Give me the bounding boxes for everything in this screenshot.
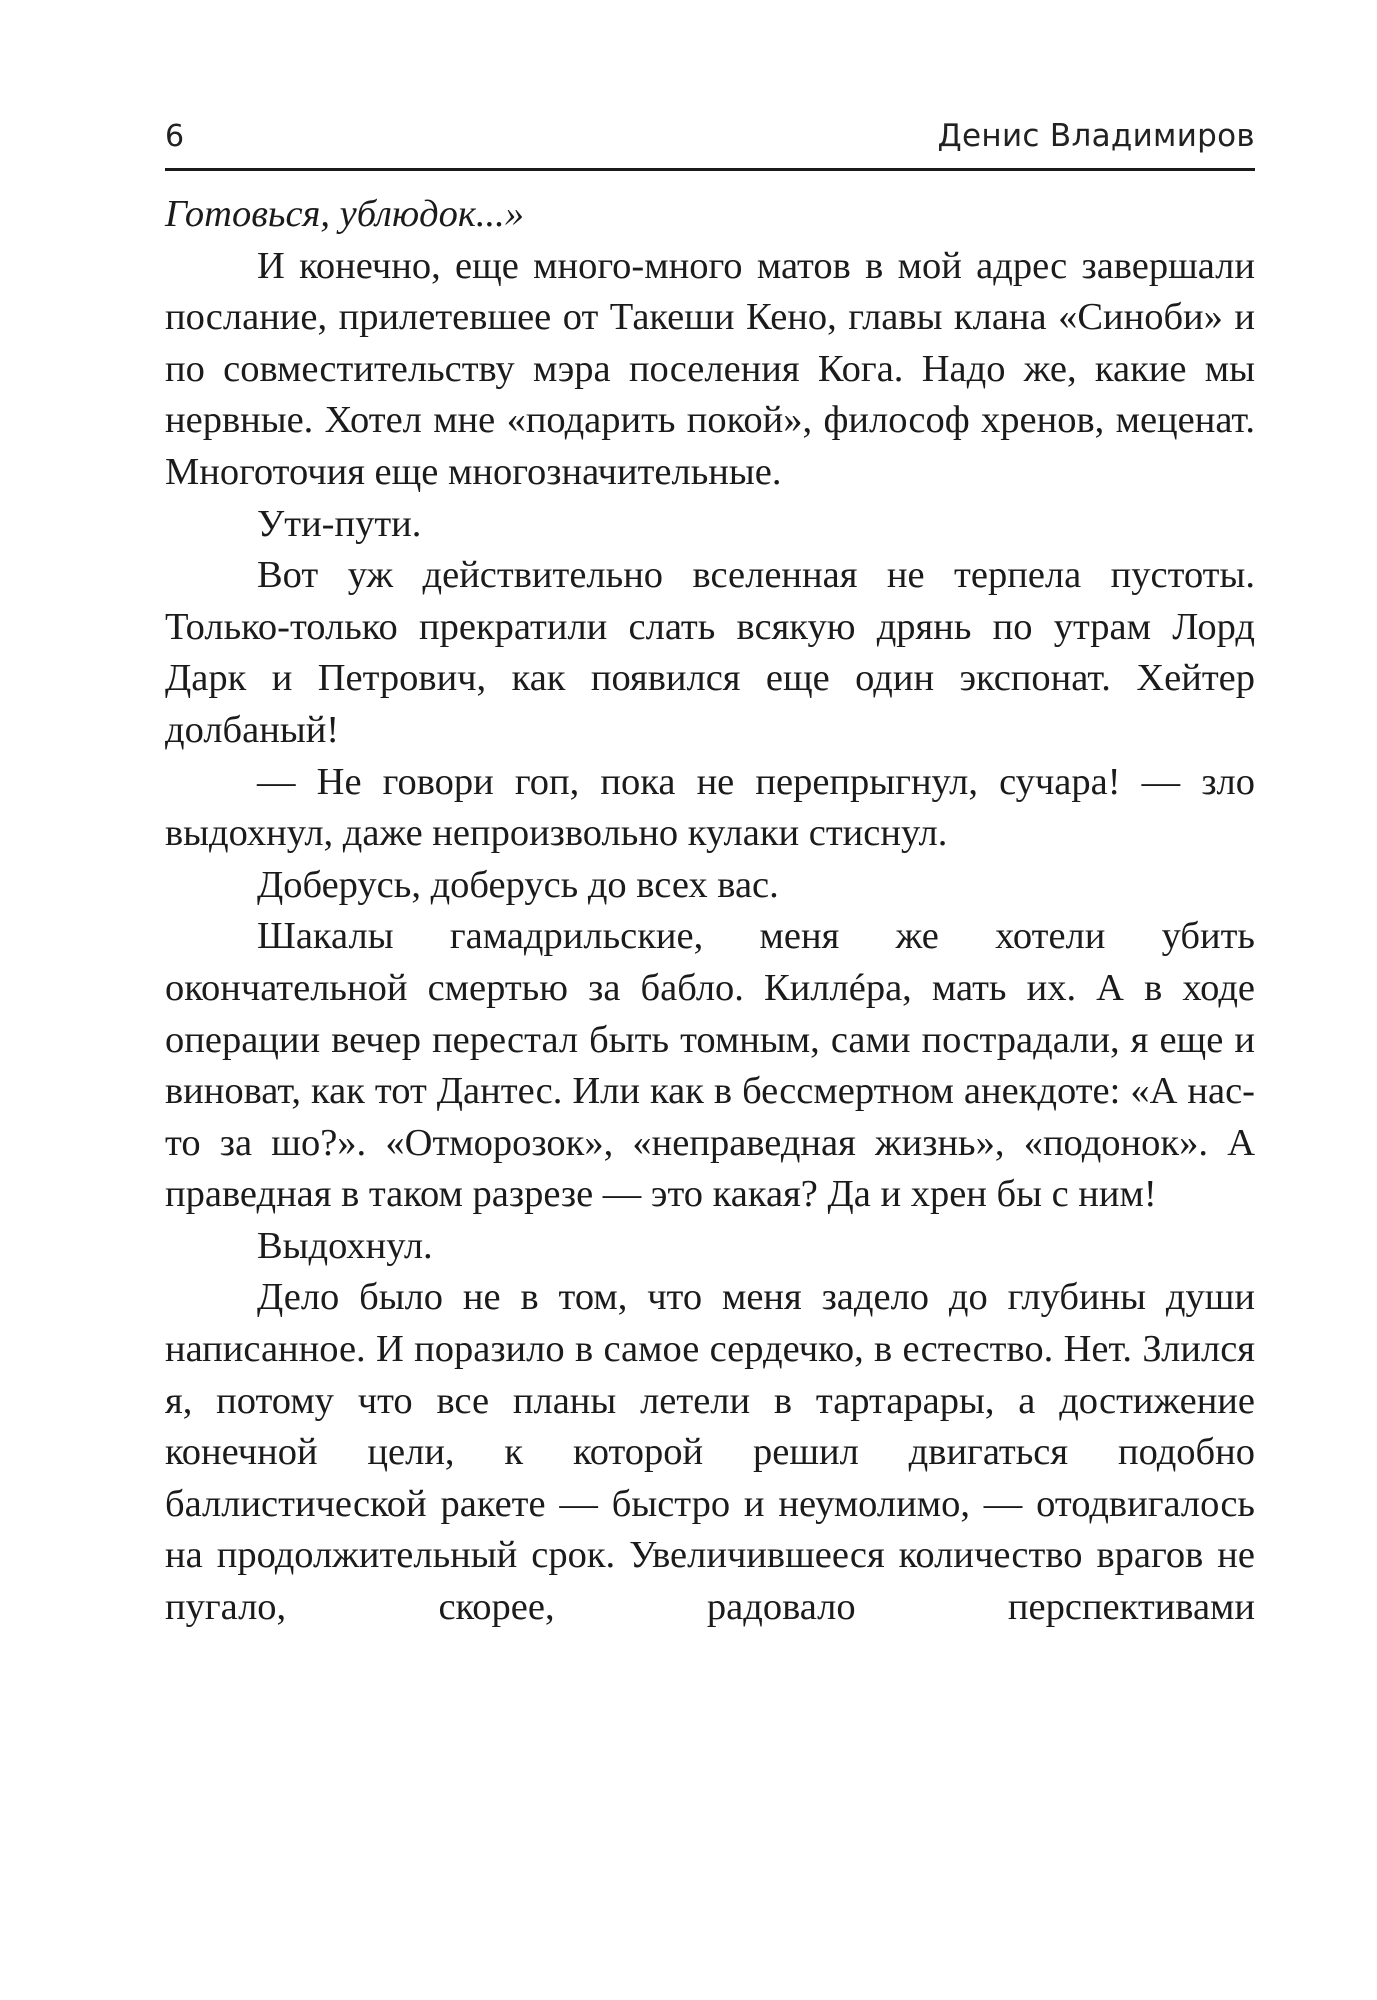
paragraph: Выдохнул. bbox=[257, 1224, 433, 1267]
paragraph: — Не говори гоп, пока не перепрыгнул, сучара! — зло выдохнул, даже непроизвольно кулаки стиснул. bbox=[165, 760, 1255, 855]
paragraph: И конечно, еще много-много матов в мой адрес завершали послание, прилетевшее от Такеши Кено, главы клана «Синоби» и по совместительству мэра поселения Кога. Надо же, какие мы нервные. Хотел мне «подарить покой», философ хренов, меценат. Многоточия еще многозначительные. bbox=[165, 244, 1255, 493]
paragraph: Ути-пути. bbox=[257, 502, 422, 545]
running-head bbox=[165, 118, 1255, 171]
page-number: 6 bbox=[165, 119, 185, 154]
paragraph: Готовься, ублюдок...» bbox=[165, 193, 524, 235]
book-page bbox=[165, 118, 1255, 1634]
paragraph: Дело было не в том, что меня задело до глубины души написанное. И поразило в самое сердечко, в естество. Нет. Злился я, потому что все планы летели в тартарары, а достижение конечной цели, к которой решил двигаться подобно баллистической ракете — быстро и неумолимо, — отодвигалось на продолжительный срок. Увеличившееся количество врагов не пугало, скорее, радовало перспективами bbox=[165, 1276, 1255, 1629]
running-head-author: Денис Владимиров bbox=[937, 118, 1255, 154]
paragraph: Вот уж действительно вселенная не терпела пустоты. Только-только прекратили слать всякую дрянь по утрам Лорд Дарк и Петрович, как появился еще один экспонат. Хейтер долбаный! bbox=[165, 554, 1255, 751]
paragraph: Доберусь, доберусь до всех вас. bbox=[257, 863, 779, 906]
paragraph: Шакалы гамадрильские, меня же хотели убить окончательной смертью за бабло. Киллéра, мать их. А в ходе операции вечер перестал быть томным, сами пострадали, я еще и виноват, как тот Дантес. Или как в бессмертном анекдоте: «А нас-то за шо?». «Отморозок», «неправедная жизнь», «подонок». А праведная в таком разрезе — это какая? Да и хрен бы с ним! bbox=[165, 915, 1255, 1216]
body-text bbox=[165, 189, 1255, 1634]
